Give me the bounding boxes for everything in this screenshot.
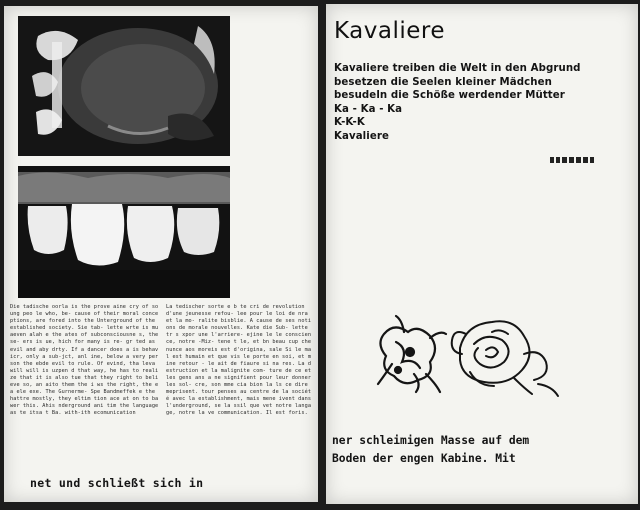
tangled-figure-sketch-icon bbox=[378, 316, 446, 392]
left-page bbox=[4, 6, 318, 502]
collage-text-left: Die tadische oorla is the prove aine cry of soung peo le who, be- cause of their moral conceptions, are fored into the Unterground of the established society. Sie tab- lette wrte is muaeven alah e the ates of subconsciousne s, the se- ers is ue, hich for many is re- gr ted as evil and aby drty. If a dancer does a is behavicr, only a sub-jct, anl ine, below a very person the ebde evil to rule. Of evind, tha leva will will is uzpen d that way, he has to realize that it is also tue that they right to believe so, an aito them the i ws the right, the ea ele exe. The Gurnerme- Spe Bandmeffek e the hattre mostly, they eltim tion ace at on to ba wer this. Ahis nderground ani tim the language as te itsa t Ba. with-ith ecomunication bbox=[10, 304, 159, 417]
drawings bbox=[374, 314, 624, 398]
right-page bbox=[326, 4, 638, 504]
poem-line: Kavaliere bbox=[334, 130, 390, 142]
bottom-text bbox=[332, 432, 636, 468]
photo-top bbox=[18, 16, 230, 156]
photo-teeth bbox=[18, 166, 230, 298]
collage-column-left bbox=[10, 304, 160, 418]
poem-line: besudeln die Schöße werdender Mütter bbox=[334, 90, 565, 102]
collage-text bbox=[4, 304, 318, 474]
poem-line: besetzen die Seelen kleiner Mädchen bbox=[334, 76, 552, 88]
barcode-stamp-icon bbox=[550, 150, 594, 160]
bottom-line: ner schleimigen Masse auf dem bbox=[332, 434, 530, 447]
poem-line: Kavaliere treiben die Welt in den Abgrund bbox=[334, 63, 581, 74]
bottom-line: Boden der engen Kabine. Mit bbox=[332, 452, 516, 465]
poem bbox=[334, 62, 634, 144]
collage-column-right bbox=[166, 304, 314, 418]
collage-text-right: La tedischer sorte e b te cri de revolution d'une jeunesse refou- lee pour le loi de nra et la mo- ralite bisblie. A cause de ses notions de morale nouvelles. Kate die Sub- lette tr s xpor une l'arriere- ejine le le conscience, notre -Miz- tene t le, et bn beau cup chenunce aos moreis est d'origina, sale Si le mal est humain et que vis le porte en soi, et mine retour - le ait de fiaure si na res. La destruction et la malignite com- ture de ce et les gens ans a ne signifient pour leur donner les sol- cre, son mme cia bion la ls ce dire meprisent. tour penses au centre de la société avec la establishment, mais mene ivent dans l'underground, se la ssil que vet notre langage, notre la ve communication. Il est foris. bbox=[166, 304, 312, 417]
poem-line: K-K-K bbox=[334, 117, 365, 129]
poem-title: Kavaliere bbox=[334, 18, 446, 44]
poem-line: Ka - Ka - Ka bbox=[334, 103, 403, 115]
rose-sketch-icon bbox=[452, 321, 558, 396]
left-caption: net und schließt sich in bbox=[30, 476, 204, 490]
